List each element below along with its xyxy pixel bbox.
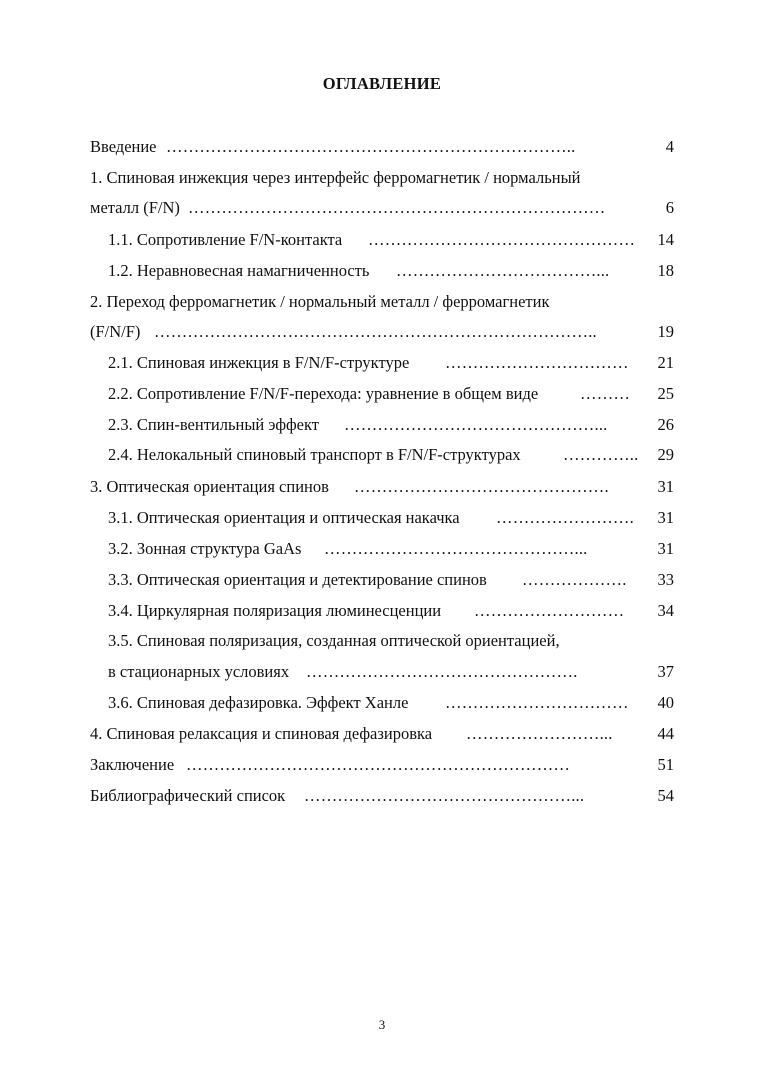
toc-entry-text: металл (F/N) bbox=[90, 198, 180, 217]
toc-leader-dots: ……… bbox=[580, 384, 631, 403]
toc-entry-3-5[interactable] bbox=[108, 629, 674, 653]
toc-entry-chapter-2[interactable] bbox=[90, 290, 674, 314]
toc-leader-dots: ………………………………... bbox=[396, 261, 610, 280]
toc-entry-text: 2.3. Спин-вентильный эффект bbox=[108, 415, 319, 434]
toc-entry-conclusion[interactable] bbox=[90, 753, 674, 777]
toc-page-number: 40 bbox=[657, 693, 674, 712]
toc-entry-2-1[interactable] bbox=[108, 351, 674, 375]
toc-entry-2-3[interactable] bbox=[108, 413, 674, 437]
toc-entry-3-3[interactable] bbox=[108, 568, 674, 592]
toc-page-number: 14 bbox=[657, 230, 674, 249]
page-number: 3 bbox=[378, 1017, 386, 1032]
toc-entry-chapter-4[interactable] bbox=[90, 722, 674, 746]
toc-entry-text: 2.1. Спиновая инжекция в F/N/F-структуре bbox=[108, 353, 410, 372]
toc-entry-text: 3. Оптическая ориентация спинов bbox=[90, 477, 329, 496]
toc-page-number: 31 bbox=[657, 539, 674, 558]
toc-entry-text: 3.4. Циркулярная поляризация люминесценции bbox=[108, 601, 442, 620]
toc-page-number: 4 bbox=[665, 137, 674, 156]
toc-leader-dots: ……………………. bbox=[496, 508, 634, 527]
toc-entry-bibliography[interactable] bbox=[90, 784, 674, 808]
toc-entry-chapter-3[interactable] bbox=[90, 475, 674, 499]
toc-page-number: 19 bbox=[657, 322, 674, 341]
toc-entry-intro[interactable] bbox=[90, 135, 674, 159]
toc-leader-dots: ……………………… bbox=[474, 601, 625, 620]
toc-entry-3-1[interactable] bbox=[108, 506, 674, 530]
toc-leader-dots: …………………………… bbox=[445, 353, 629, 372]
toc-leader-dots: …………………………………………………………………….. bbox=[154, 322, 597, 341]
toc-leader-dots: ………………………………………... bbox=[344, 415, 608, 434]
toc-page-number: 37 bbox=[657, 662, 674, 681]
toc-entry-text: Заключение bbox=[90, 755, 175, 774]
toc-page-number: 33 bbox=[657, 570, 674, 589]
toc-entry-text: 3.6. Спиновая дефазировка. Эффект Ханле bbox=[108, 693, 409, 712]
toc-page-number: 29 bbox=[657, 445, 674, 464]
toc-entry-3-4[interactable] bbox=[108, 599, 674, 623]
toc-page-number: 18 bbox=[657, 261, 674, 280]
toc-leader-dots: …………………………………………………………… bbox=[186, 755, 571, 774]
toc-leader-dots: ………………………………………… bbox=[368, 230, 636, 249]
toc-entry-text: 1.1. Сопротивление F/N-контакта bbox=[108, 230, 343, 249]
toc-page-number: 54 bbox=[657, 786, 674, 805]
toc-entry-3-2[interactable] bbox=[108, 537, 674, 561]
toc-leader-dots: ……………………... bbox=[466, 724, 613, 743]
toc-entry-text: (F/N/F) bbox=[90, 322, 141, 341]
toc-page-number: 31 bbox=[657, 508, 674, 527]
toc-entry-text: 1.2. Неравновесная намагниченность bbox=[108, 261, 370, 280]
toc-entry-text: 3.5. Спиновая поляризация, созданная оптической ориентацией, bbox=[108, 631, 560, 650]
toc-page-number: 31 bbox=[657, 477, 674, 496]
toc-entry-text: 2. Переход ферромагнетик / нормальный металл / ферромагнетик bbox=[90, 292, 550, 311]
toc-entry-text: 2.4. Нелокальный спиновый транспорт в F/N/F-структурах bbox=[108, 445, 521, 464]
toc-entry-chapter-1-cont[interactable] bbox=[90, 196, 674, 220]
toc-page-number: 21 bbox=[657, 353, 674, 372]
toc-leader-dots: ………………………………………... bbox=[324, 539, 588, 558]
toc-page-number: 6 bbox=[665, 198, 674, 217]
toc-entry-1-2[interactable] bbox=[108, 259, 674, 283]
toc-page-number: 25 bbox=[657, 384, 674, 403]
toc-leader-dots: ………….. bbox=[563, 445, 639, 464]
toc-entry-text: 3.3. Оптическая ориентация и детектирование спинов bbox=[108, 570, 487, 589]
toc-entry-1-1[interactable] bbox=[108, 228, 674, 252]
toc-entry-text: Введение bbox=[90, 137, 157, 156]
toc-entry-text: Библиографический список bbox=[90, 786, 286, 805]
toc-entry-2-4[interactable] bbox=[108, 443, 674, 467]
toc-page-number: 44 bbox=[657, 724, 674, 743]
toc-leader-dots: ………………………………………. bbox=[354, 477, 609, 496]
toc-entry-chapter-2-cont[interactable] bbox=[90, 320, 674, 344]
toc-leader-dots: …………………………… bbox=[445, 693, 629, 712]
toc-leader-dots: …………………………………………. bbox=[306, 662, 578, 681]
page-title: ОГЛАВЛЕНИЕ bbox=[322, 74, 442, 93]
toc-page-number: 34 bbox=[657, 601, 674, 620]
toc-leader-dots: ………………………………………………………………… bbox=[188, 198, 606, 217]
toc-entry-text: 2.2. Сопротивление F/N/F-перехода: уравнение в общем виде bbox=[108, 384, 539, 403]
toc-leader-dots: ………………. bbox=[522, 570, 627, 589]
toc-entry-text: 3.1. Оптическая ориентация и оптическая накачка bbox=[108, 508, 460, 527]
toc-entry-3-6[interactable] bbox=[108, 691, 674, 715]
toc-entry-2-2[interactable] bbox=[108, 382, 674, 406]
toc-leader-dots: ……………………………………………………………….. bbox=[166, 137, 576, 156]
toc-entry-text: 1. Спиновая инжекция через интерфейс ферромагнетик / нормальный bbox=[90, 168, 581, 187]
toc-entry-chapter-1[interactable] bbox=[90, 166, 674, 190]
toc-entry-text: 4. Спиновая релаксация и спиновая дефазировка bbox=[90, 724, 433, 743]
toc-entry-text: в стационарных условиях bbox=[108, 662, 290, 681]
toc-entry-text: 3.2. Зонная структура GaAs bbox=[108, 539, 302, 558]
toc-page-number: 26 bbox=[657, 415, 674, 434]
toc-entry-3-5-cont[interactable] bbox=[108, 660, 674, 684]
toc-page-number: 51 bbox=[657, 755, 674, 774]
toc-leader-dots: …………………………………………... bbox=[304, 786, 585, 805]
